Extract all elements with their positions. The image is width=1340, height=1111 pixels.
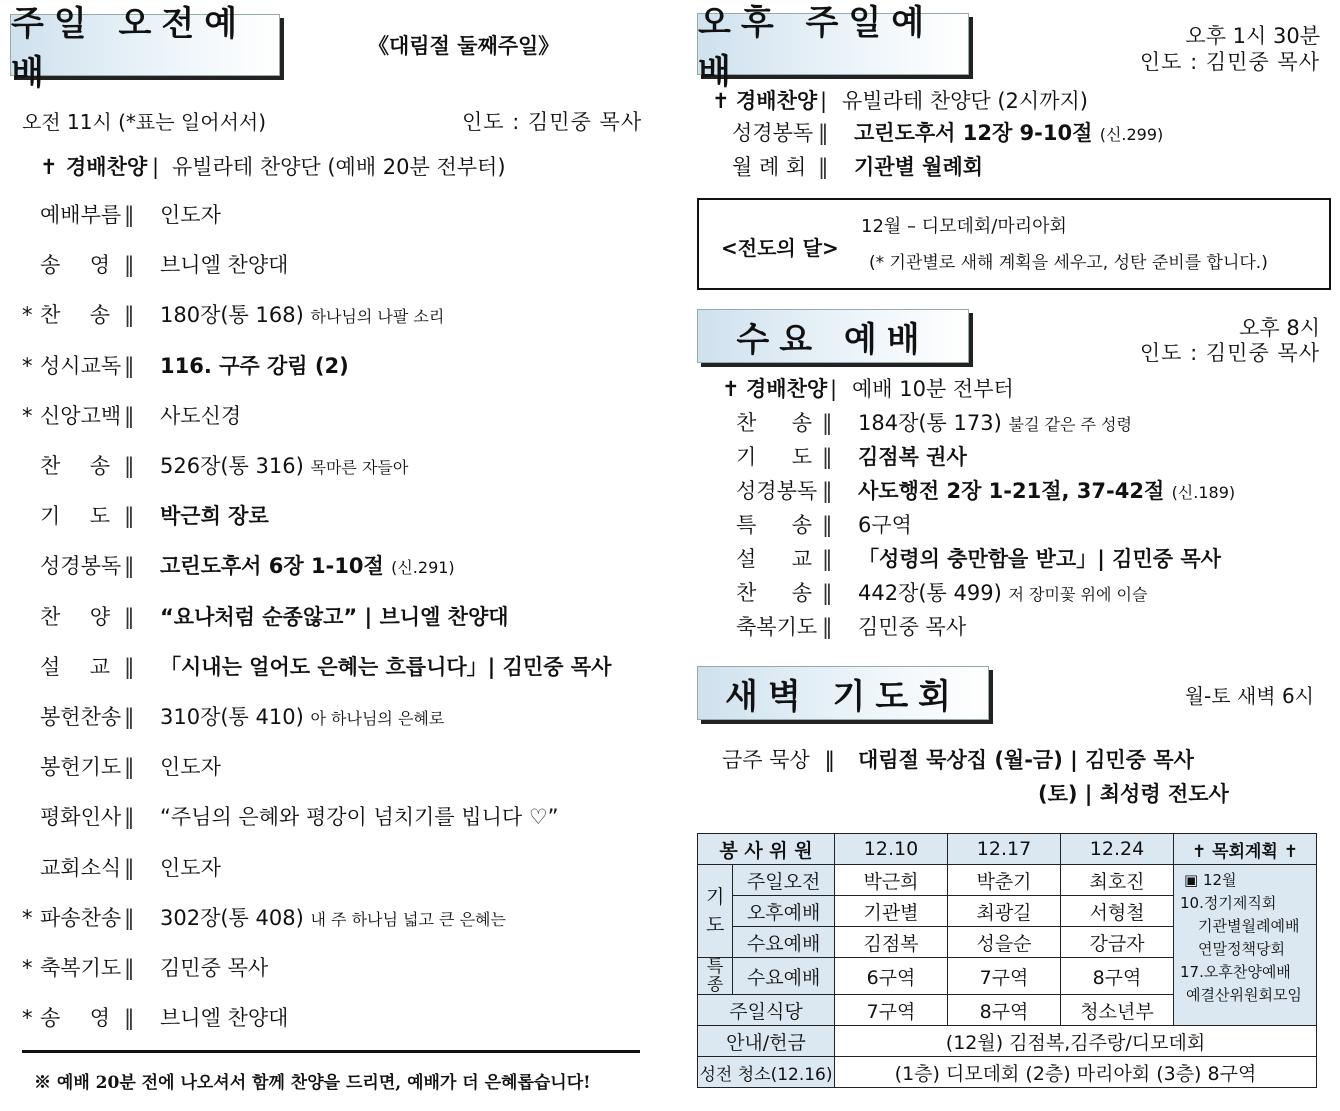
dawn-line2: (토) | 최성령 전도사 xyxy=(1038,782,1229,806)
order-label: 성경봉독 xyxy=(732,121,814,145)
order-sep: ‖ xyxy=(124,454,135,478)
order-note: 하나님의 나팔 소리 xyxy=(310,307,445,327)
duty-roster-table xyxy=(697,833,1317,1088)
order-value-text: 「성령의 충만함을 받고」| 김민중 목사 xyxy=(858,547,1221,571)
praise-label: 경배찬양 xyxy=(66,155,148,179)
order-value-text: 김민중 목사 xyxy=(858,615,967,639)
plan-line: 예결산위원회모임 xyxy=(1186,986,1302,1004)
stand-mark: * xyxy=(22,403,33,428)
order-value-text: 184장(통 173) xyxy=(858,411,1002,435)
clean-value: (1층) 디모데회 (2층) 마리아회 (3층) 8구역 xyxy=(835,1057,1317,1088)
order-value-text: 442장(통 499) xyxy=(858,581,1002,605)
plan-line: 10.정기제직회 xyxy=(1180,894,1277,912)
order-note: 아 하나님의 은혜로 xyxy=(310,709,445,728)
order-sep: ‖ xyxy=(124,303,135,328)
praise-label: 경배찬양 xyxy=(736,89,818,113)
order-value-text: 310장(통 410) xyxy=(160,705,304,729)
order-note: 목마른 자들아 xyxy=(310,458,409,477)
duty-row-label: 주일식당 xyxy=(698,995,835,1026)
order-value-text: 180장(통 168) xyxy=(160,303,304,328)
praise-value: 유빌라테 찬양단 (예배 20분 전부터) xyxy=(172,155,506,179)
order-value xyxy=(858,578,1147,610)
order-label: 평화인사 xyxy=(40,805,122,830)
order-label: 찬 송 xyxy=(40,454,110,478)
order-value xyxy=(160,652,611,682)
order-value xyxy=(858,442,967,472)
duty-header-date: 12.10 xyxy=(835,834,948,865)
order-label: 찬 송 xyxy=(40,303,110,328)
order-label: 기 도 xyxy=(736,445,812,469)
order-value xyxy=(160,752,221,782)
morning-leader: 인도 : 김민중 목사 xyxy=(462,110,643,134)
morning-service-title: 주일 오전예배 xyxy=(10,14,280,76)
duty-cell: 최광길 xyxy=(948,896,1061,927)
praise-sep: | xyxy=(830,377,838,401)
duty-cell: 서형철 xyxy=(1061,896,1174,927)
order-sep: ‖ xyxy=(124,654,135,679)
mission-month-box xyxy=(697,198,1331,290)
order-value-text: 116. 구주 강림 (2) xyxy=(160,353,349,378)
order-label: 신앙고백 xyxy=(40,403,122,428)
order-sep: ‖ xyxy=(822,513,833,537)
afternoon-leader: 인도 : 김민중 목사 xyxy=(1139,50,1320,74)
order-value xyxy=(160,250,288,280)
cross-icon: ✝ xyxy=(40,155,58,179)
order-value xyxy=(160,351,349,381)
order-value xyxy=(160,200,221,230)
order-value xyxy=(854,118,1163,150)
guide-label: 안내/헌금 xyxy=(698,1026,835,1057)
order-value-text: 인도자 xyxy=(160,855,221,880)
order-value-text: “요나처럼 순종않고” | 브니엘 찬양대 xyxy=(160,604,509,629)
order-value xyxy=(160,401,241,431)
duty-cell: 박근희 xyxy=(835,865,948,896)
stand-mark: * xyxy=(22,905,33,930)
order-value xyxy=(858,510,912,540)
order-sep: ‖ xyxy=(124,353,135,378)
order-value xyxy=(160,903,506,935)
order-value xyxy=(160,802,559,832)
wednesday-time: 오후 8시 xyxy=(1239,316,1320,340)
praise-sep: | xyxy=(152,155,160,179)
stand-mark: * xyxy=(22,956,33,980)
order-value-text: “주님의 은혜와 평강이 넘치기를 빕니다 ♡” xyxy=(160,805,559,830)
dawn-line1: 대림절 묵상집 (월-금) | 김민중 목사 xyxy=(858,748,1194,772)
order-value-text: 인도자 xyxy=(160,203,221,227)
order-sep: ‖ xyxy=(124,755,135,780)
order-label: 성시교독 xyxy=(40,353,122,378)
order-value xyxy=(160,451,408,483)
stand-mark: * xyxy=(22,303,33,328)
dawn-label xyxy=(722,744,835,774)
order-value-text: 박근희 장로 xyxy=(160,504,269,529)
prayer-group-label: 기도 xyxy=(698,865,733,958)
plan-list xyxy=(1174,865,1317,1026)
order-label: 찬 송 xyxy=(736,411,812,435)
mission-line2: (* 기관별로 새해 계획을 세우고, 성탄 준비를 합니다.) xyxy=(869,253,1268,273)
order-label: 설 교 xyxy=(40,654,110,679)
duty-row-label: 수요예배 xyxy=(733,958,835,995)
guide-value: (12월) 김점복,김주랑/디모데회 xyxy=(835,1026,1317,1057)
duty-cell: 7구역 xyxy=(835,995,948,1026)
order-label: 송 영 xyxy=(40,253,110,278)
morning-time: 오전 11시 (*표는 일어서서) xyxy=(22,110,267,134)
stand-mark: * xyxy=(22,353,33,378)
praise-value: 예배 10분 전부터 xyxy=(852,377,1014,401)
order-note: (신.291) xyxy=(391,558,455,578)
order-label: 교회소식 xyxy=(40,855,122,880)
duty-cell: 최호진 xyxy=(1061,865,1174,896)
order-value xyxy=(160,551,455,583)
order-sep: ‖ xyxy=(124,905,135,930)
order-sep: ‖ xyxy=(818,121,829,145)
order-value xyxy=(858,408,1132,440)
duty-cell: 8구역 xyxy=(1061,958,1174,995)
mission-title: <전도의 달> xyxy=(721,236,839,260)
order-label: 성경봉독 xyxy=(736,479,818,503)
order-sep: ‖ xyxy=(124,956,135,980)
order-label: 기 도 xyxy=(40,504,110,529)
duty-cell: 박춘기 xyxy=(948,865,1061,896)
praise-label: 경배찬양 xyxy=(746,377,828,401)
duty-cell: 김점복 xyxy=(835,927,948,958)
order-label: 축복기도 xyxy=(40,956,122,980)
cross-icon: ✝ xyxy=(722,377,740,401)
order-value-text: 사도행전 2장 1-21절, 37-42절 xyxy=(858,479,1165,503)
order-value-text: 고린도후서 12장 9-10절 xyxy=(854,121,1093,145)
order-value-text: 6구역 xyxy=(858,513,912,537)
order-value-text: 인도자 xyxy=(160,755,221,780)
special-group-label: 특종 xyxy=(698,958,733,995)
plan-line: ▣ 12월 xyxy=(1184,871,1237,889)
order-label: 찬 송 xyxy=(736,581,812,605)
afternoon-time: 오후 1시 30분 xyxy=(1185,24,1320,48)
order-value xyxy=(160,1003,288,1033)
praise-value: 유빌라테 찬양단 (2시까지) xyxy=(842,89,1088,113)
order-sep: ‖ xyxy=(124,855,135,880)
order-sep: ‖ xyxy=(822,581,833,605)
order-note: 저 장미꽃 위에 이슬 xyxy=(1008,585,1148,604)
order-value-text: 기관별 월례회 xyxy=(854,155,984,179)
order-value xyxy=(160,853,221,883)
order-sep: ‖ xyxy=(124,203,135,227)
clean-label: 성전 청소(12.16) xyxy=(698,1057,835,1088)
order-value-text: 고린도후서 6장 1-10절 xyxy=(160,554,384,579)
wednesday-service-title: 수요 예배 xyxy=(697,309,969,363)
duty-cell: 8구역 xyxy=(948,995,1061,1026)
order-value xyxy=(854,152,983,182)
duty-row-label: 주일오전 xyxy=(733,865,835,896)
mission-line1: 12월 – 디모데회/마리아회 xyxy=(861,216,1067,237)
order-label: 설 교 xyxy=(736,547,812,571)
order-sep: ‖ xyxy=(124,1006,135,1031)
order-sep: ‖ xyxy=(124,805,135,830)
afternoon-service-title: 오후 주일예배 xyxy=(697,13,969,75)
order-sep: ‖ xyxy=(124,253,135,278)
order-value xyxy=(160,602,509,632)
order-label: 봉헌찬송 xyxy=(40,705,122,729)
order-label: 축복기도 xyxy=(736,615,818,639)
footer-note: ※ 예배 20분 전에 나오셔서 함께 찬양을 드리면, 예배가 더 은혜롭습니다! xyxy=(34,1073,591,1093)
order-sep: ‖ xyxy=(822,479,833,503)
order-value-text: 사도신경 xyxy=(160,403,242,428)
order-sep: ‖ xyxy=(124,604,135,629)
plan-title: ✝ 목회계획 ✝ xyxy=(1174,834,1317,865)
order-label: 성경봉독 xyxy=(40,554,122,579)
order-value-text: 「시내는 얼어도 은혜는 흐릅니다」| 김민중 목사 xyxy=(160,654,612,679)
order-value xyxy=(160,702,444,734)
order-label: 송 영 xyxy=(40,1006,110,1031)
advent-subtitle: 《대림절 둘째주일》 xyxy=(368,34,560,58)
order-sep: ‖ xyxy=(818,155,829,179)
praise-sep: | xyxy=(820,89,828,113)
order-sep: ‖ xyxy=(822,615,833,639)
order-sep: ‖ xyxy=(124,554,135,579)
wednesday-leader: 인도 : 김민중 목사 xyxy=(1139,341,1320,365)
order-sep: ‖ xyxy=(822,445,833,469)
order-value-text: 302장(통 408) xyxy=(160,905,304,930)
cross-icon: ✝ xyxy=(712,89,730,113)
duty-cell: 7구역 xyxy=(948,958,1061,995)
order-sep: ‖ xyxy=(124,403,135,428)
duty-cell: 성을순 xyxy=(948,927,1061,958)
duty-header-date: 12.24 xyxy=(1061,834,1174,865)
order-label: 특 송 xyxy=(736,513,812,537)
order-value-text: 김점복 권사 xyxy=(858,445,967,469)
order-value-text: 김민중 목사 xyxy=(160,956,269,980)
order-value xyxy=(160,300,444,332)
order-note: 불길 같은 주 성령 xyxy=(1008,415,1132,434)
order-note: 내 주 하나님 넓고 큰 은혜는 xyxy=(310,909,506,929)
order-label: 봉헌기도 xyxy=(40,755,122,780)
order-sep: ‖ xyxy=(124,705,135,729)
dawn-prayer-title: 새벽 기도회 xyxy=(697,666,989,720)
order-value xyxy=(160,501,269,531)
dawn-time: 월-토 새벽 6시 xyxy=(1184,684,1314,708)
order-value xyxy=(160,953,268,983)
duty-header-date: 12.17 xyxy=(948,834,1061,865)
order-label: 월 례 회 xyxy=(732,155,807,179)
duty-cell: 청소년부 xyxy=(1061,995,1174,1026)
footer-divider xyxy=(22,1050,640,1053)
order-note: (신.299) xyxy=(1099,125,1164,144)
order-value-text: 526장(통 316) xyxy=(160,454,304,478)
order-label: 파송찬송 xyxy=(40,905,122,930)
order-sep: ‖ xyxy=(822,547,833,571)
order-sep: ‖ xyxy=(124,504,135,529)
plan-line: 기관별월례예배 xyxy=(1198,917,1300,935)
duty-row-label: 수요예배 xyxy=(733,927,835,958)
duty-cell: 강금자 xyxy=(1061,927,1174,958)
duty-header-role: 봉 사 위 원 xyxy=(698,834,835,865)
order-value-text: 브니엘 찬양대 xyxy=(160,253,289,278)
order-value xyxy=(858,476,1235,508)
order-label: 찬 양 xyxy=(40,604,110,629)
duty-row-label: 오후예배 xyxy=(733,896,835,927)
order-value-text: 브니엘 찬양대 xyxy=(160,1006,289,1031)
order-value xyxy=(858,612,966,642)
duty-cell: 6구역 xyxy=(835,958,948,995)
plan-line: 연말정책당회 xyxy=(1198,940,1285,958)
order-value xyxy=(858,544,1221,574)
dawn-label-text: 금주 묵상 xyxy=(722,748,810,772)
stand-mark: * xyxy=(22,1006,33,1031)
plan-line: 17.오후찬양예배 xyxy=(1180,963,1291,981)
order-label: 예배부름 xyxy=(40,203,122,227)
duty-cell: 기관별 xyxy=(835,896,948,927)
order-note: (신.189) xyxy=(1171,483,1236,502)
order-sep: ‖ xyxy=(822,411,833,435)
dawn-sep: ‖ xyxy=(824,748,836,772)
